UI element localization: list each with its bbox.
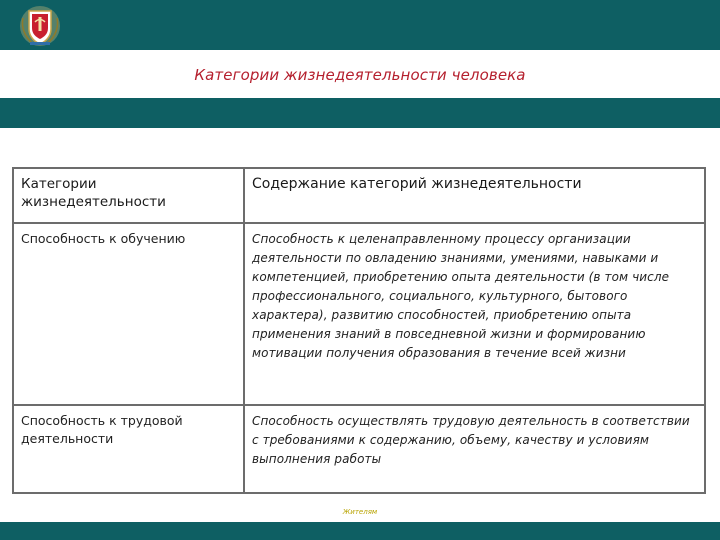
content-cell: Способность осуществлять трудовую деятельность в соответствии с требованиями к содержанию, объему, качеству и условиям выполнения работы xyxy=(244,405,705,493)
header-categories: Категории жизнедеятельности xyxy=(13,168,244,223)
divider-band xyxy=(0,98,720,128)
coat-of-arms-icon xyxy=(18,4,62,48)
table-row xyxy=(13,405,705,493)
top-banner xyxy=(0,0,720,50)
bottom-banner xyxy=(0,522,720,540)
table-header-row xyxy=(13,168,705,223)
table-row xyxy=(13,223,705,405)
category-cell: Способность к трудовой деятельности xyxy=(13,405,244,493)
header-content: Содержание категорий жизнедеятельности xyxy=(244,168,705,223)
content-cell: Способность к целенаправленному процессу организации деятельности по овладению знаниями, умениями, навыками и компетенцией, приобретению опыта деятельности (в том числе профессионального, социального, культурного, бытового характера), развитию способностей, приобретению опыта применения знаний в повседневной жизни и формированию мотивации получения образования в течение всей жизни xyxy=(244,223,705,405)
category-cell: Способность к обучению xyxy=(13,223,244,405)
categories-table xyxy=(12,167,706,494)
footer-note: Жителям xyxy=(342,508,378,516)
page-title: Категории жизнедеятельности человека xyxy=(194,66,526,84)
